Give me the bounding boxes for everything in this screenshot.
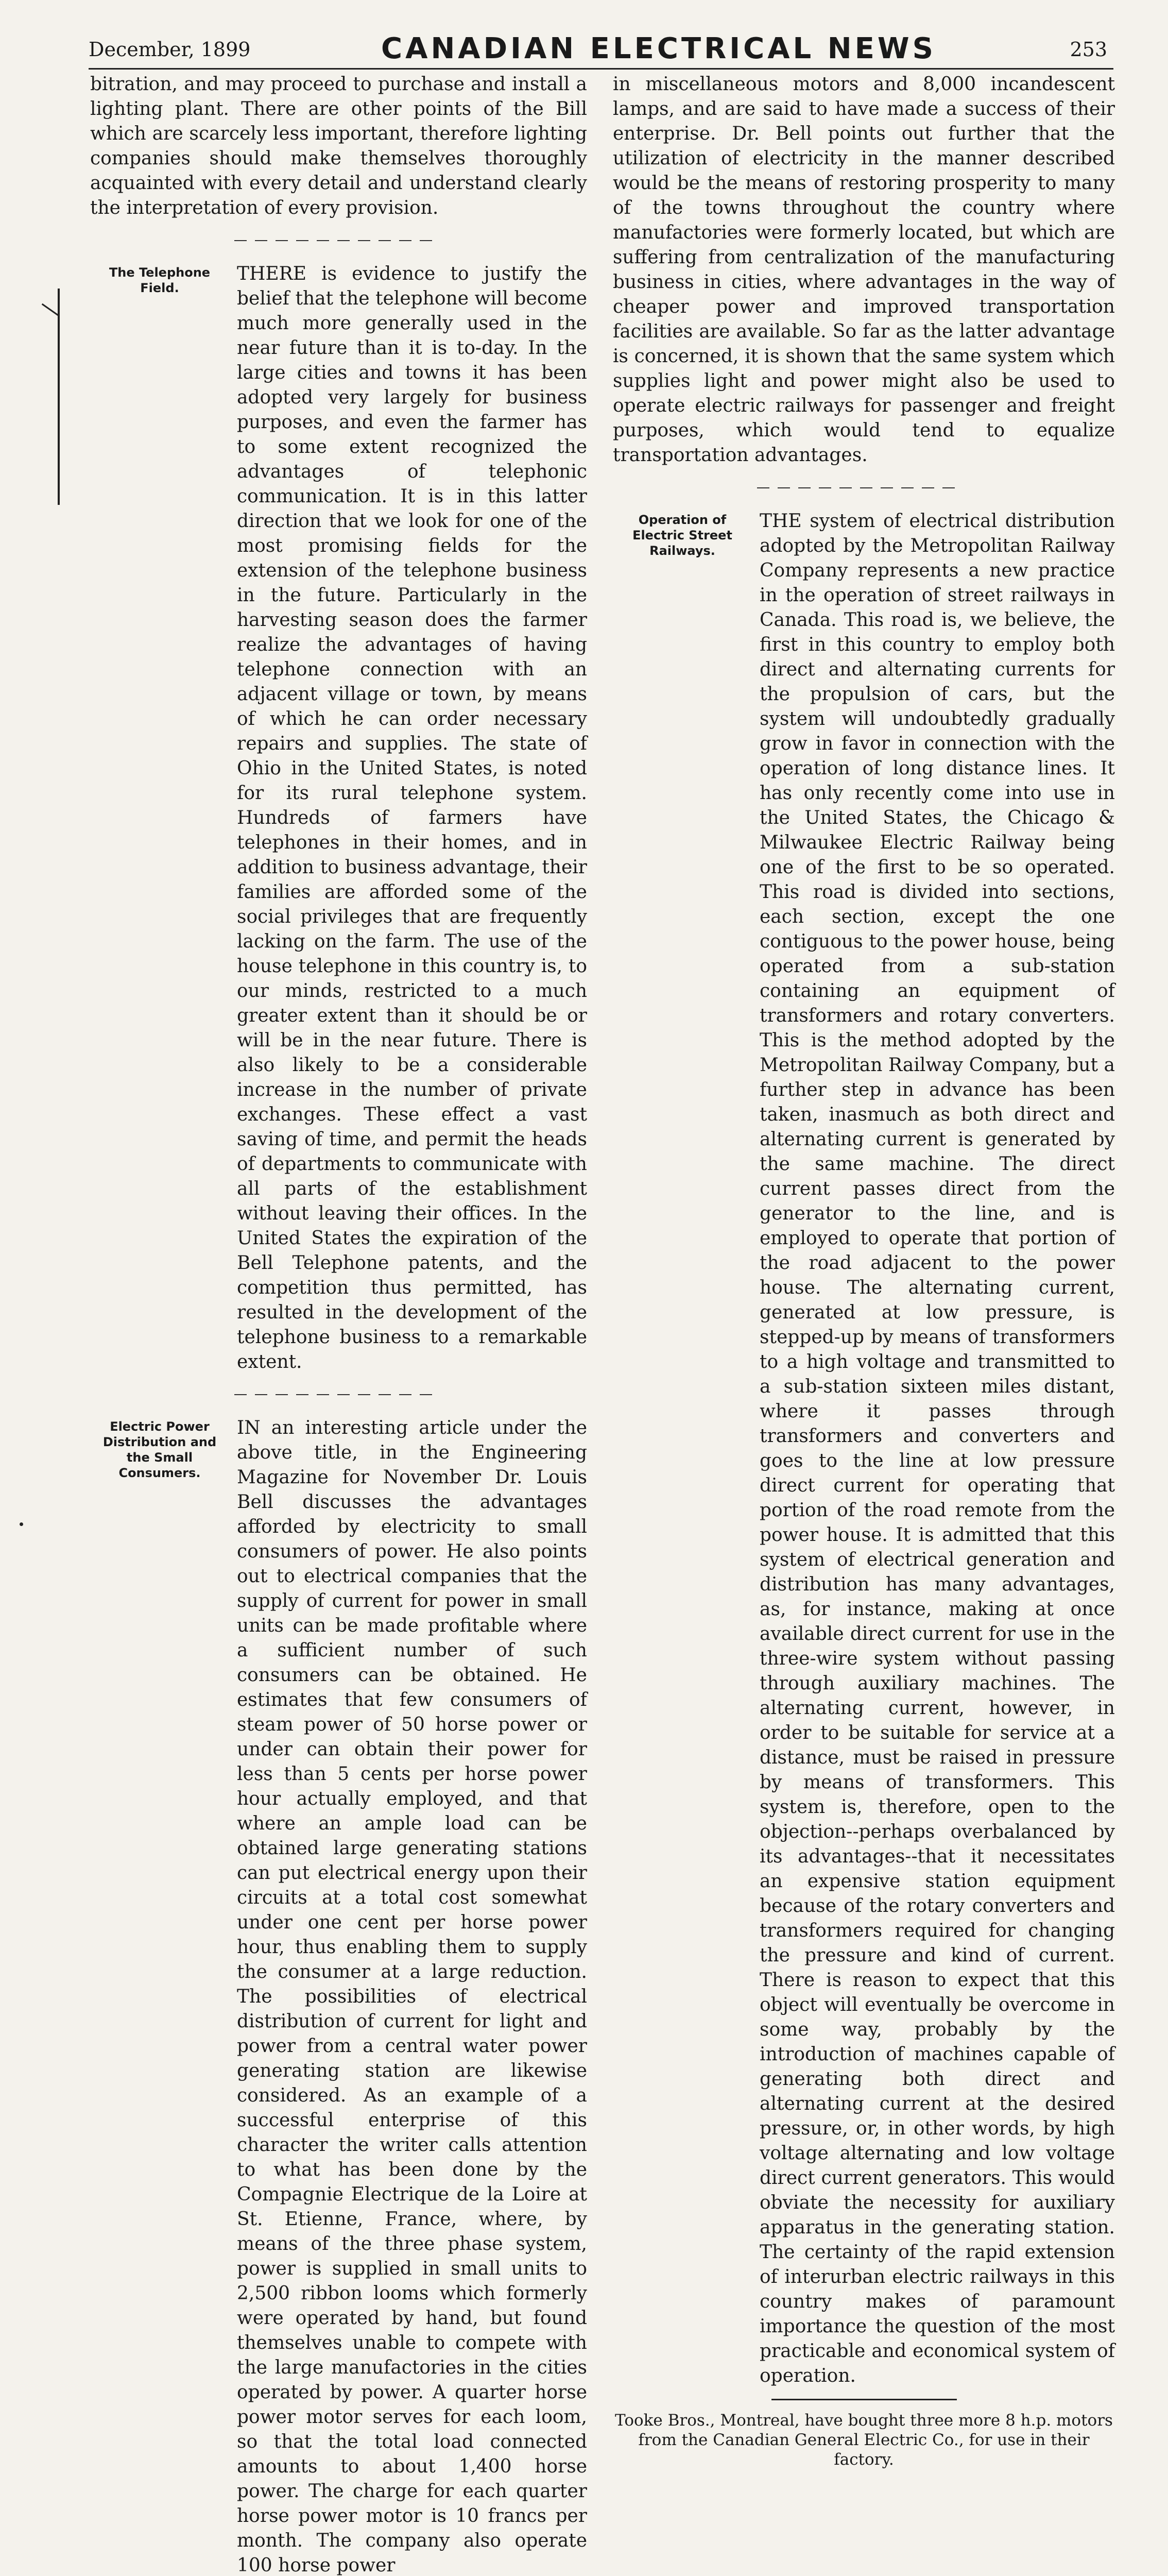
power-distribution-text: IN an interesting article under the above title, in the Engineering Magazine for November Dr. Louis Bell discusses the advantages afforded by electricity to small consumers of power. He also points out to electrical companies that the supply of current for power in small units can be made profitable where a sufficient number of such consumers can be obtained. He estimates that few consumers of steam power of 50 horse power or under can obtain their power for less than 5 cents per horse power hour actually employed, and that where an ample load can be obtained large generating stations can put electrical energy upon their circuits at a total cost somewhat under one cent per horse power hour, thus enabling them to supply the consumer at a large reduction. The possibilities of electrical distribution of current for light and power from a central water power generating station are likewise considered. As an example of a successful enterprise of this character the writer calls attention to what has been done by the Compagnie Electrique de la Loire at St. Etienne, France, where, by means of the three phase system, power is supplied in small units to 2,500 ribbon looms which formerly were operated by hand, but found themselves unable to compete with the large manufactories in the cities operated by power. A quarter horse power motor serves for each loom, so that the total load connected amounts to about 1,400 horse power. The charge for each quarter horse power motor is 10 francs per month. The company also operate 100 horse power <box>237 1417 587 2576</box>
issue-date: December, 1899 <box>89 38 251 61</box>
power-distribution-paragraph <box>90 1416 587 2576</box>
footnote-rule <box>771 2399 957 2400</box>
street-railways-section <box>613 509 1115 2388</box>
power-distribution-side-heading: Electric Power Distribution and the Small Consumers. <box>102 1419 217 1480</box>
street-railways-text: THE system of electrical distribution adopted by the Metropolitan Railway Company represents a new practice in the operation of street railways in Canada. This road is, we believe, the first in this country to employ both direct and alternating currents for the propulsion of cars, but the system will undoubtedly gradually grow in favor in connection with the operation of long distance lines. It has only recently come into use in the United States, the Chicago & Milwaukee Electric Railway being one of the first to be so operated. This road is divided into sections, each section, except the one contiguous to the power house, being operated from a sub-station containing an equipment of transformers and rotary converters. This is the method adopted by the Metropolitan Railway Company, but a further step in advance has been taken, inasmuch as both direct and alternating current is generated by the same machine. The direct current passes direct from the generator to the line, and is employed to operate that portion of the road adjacent to the power house. The alternating current, generated at low pressure, is stepped-up by means of transformers to a high voltage and transmitted to a sub-station sixteen miles distant, where it passes through transformers and converters and goes to the line at low pressure direct current for operating that portion of the road remote from the power house. It is admitted that this system of electrical generation and distribution has many advantages, as, for instance, making at once available direct current for use in the three-wire system without passing through auxiliary machines. The alternating current, however, in order to be suitable for service at a distance, must be raised in pressure by means of transformers. This system is, therefore, open to the objection--perhaps overbalanced by its advantages--that it necessitates an expensive station equipment because of the rotary converters and transformers required for changing the pressure and kind of current. There is reason to expect that this object will eventually be overcome in some way, probably by the introduction of machines capable of generating both direct and alternating current at the desired pressure, or, in other words, by high voltage alternating and low voltage direct current generators. This would obviate the necessity for auxiliary apparatus in the generating station. The certainty of the rapid extension of interurban electric railways in this country makes of paramount importance the question of the most practicable and economical system of operation. <box>760 511 1115 2386</box>
header-rule <box>89 68 1113 70</box>
section-divider <box>613 468 1115 509</box>
margin-dot <box>20 1522 23 1526</box>
power-distribution-section <box>90 1416 587 2576</box>
section-divider <box>90 221 587 262</box>
right-intro-paragraph: in miscellaneous motors and 8,000 incandescent lamps, and are said to have made a success of their enterprise. Dr. Bell points out further that the utilization of electricity in the manner described would be the means of restoring prosperity to many of the towns throughout the country where manufactories were formerly located, but which are suffering from centralization of the manufacturing business in cities, where advantages in the way of cheaper power and improved transportation facilities are available. So far as the latter advantage is concerned, it is shown that the same system which supplies light and power might also be used to operate electric railways for passenger and freight purposes, which would tend to equalize transportation advantages. <box>613 74 1115 466</box>
telephone-text: THERE is evidence to justify the belief that the telephone will become much more generally used in the near future than it is to-day. In the large cities and towns it has been adopted very largely for business purposes, and even the farmer has to some extent recognized the advantages of telephonic communication. It is in this latter direction that we look for one of the most promising fields for the extension of the telephone business in the future. Particularly in the harvesting season does the farmer realize the advantages of having telephone connection with an adjacent village or town, by means of which he can order necessary repairs and supplies. The state of Ohio in the United States, is noted for its rural telephone system. Hundreds of farmers have telephones in their homes, and in addition to business advantage, their families are afforded some of the social privileges that are frequently lacking on the farm. The use of the house telephone in this country is, to our minds, restricted to a much greater extent than it should be or will be in the near future. There is also likely to be a considerable increase in the number of private exchanges. These effect a vast saving of time, and permit the heads of departments to communicate with all parts of the establishment without leaving their offices. In the United States the expiration of the Bell Telephone patents, and the competition thus permitted, has resulted in the development of the telephone business to a remarkable extent. <box>237 263 587 1372</box>
margin-mark <box>58 289 60 505</box>
footnote: Tooke Bros., Montreal, have bought three more 8 h.p. motors from the Canadian General Electric Co., for use in their factory. <box>615 2411 1113 2469</box>
page-number: 253 <box>1070 38 1107 61</box>
street-railways-side-heading: Operation of Electric Street Railways. <box>632 513 732 558</box>
street-railways-paragraph <box>613 509 1115 2388</box>
telephone-side-heading: The Telephone Field. <box>109 265 211 295</box>
margin-tick <box>42 303 59 316</box>
right-column <box>613 72 1115 2469</box>
telephone-section <box>90 262 587 1375</box>
left-intro-paragraph: bitration, and may proceed to purchase and install a lighting plant. There are other points of the Bill which are scarcely less important, therefore lighting companies should make themselves thoroughly acquainted with every detail and understand clearly the interpretation of every provision. <box>90 74 587 218</box>
telephone-paragraph <box>90 262 587 1375</box>
section-divider <box>90 1375 587 1416</box>
left-column <box>90 72 587 2576</box>
masthead-title: CANADIAN ELECTRICAL NEWS <box>381 32 936 65</box>
